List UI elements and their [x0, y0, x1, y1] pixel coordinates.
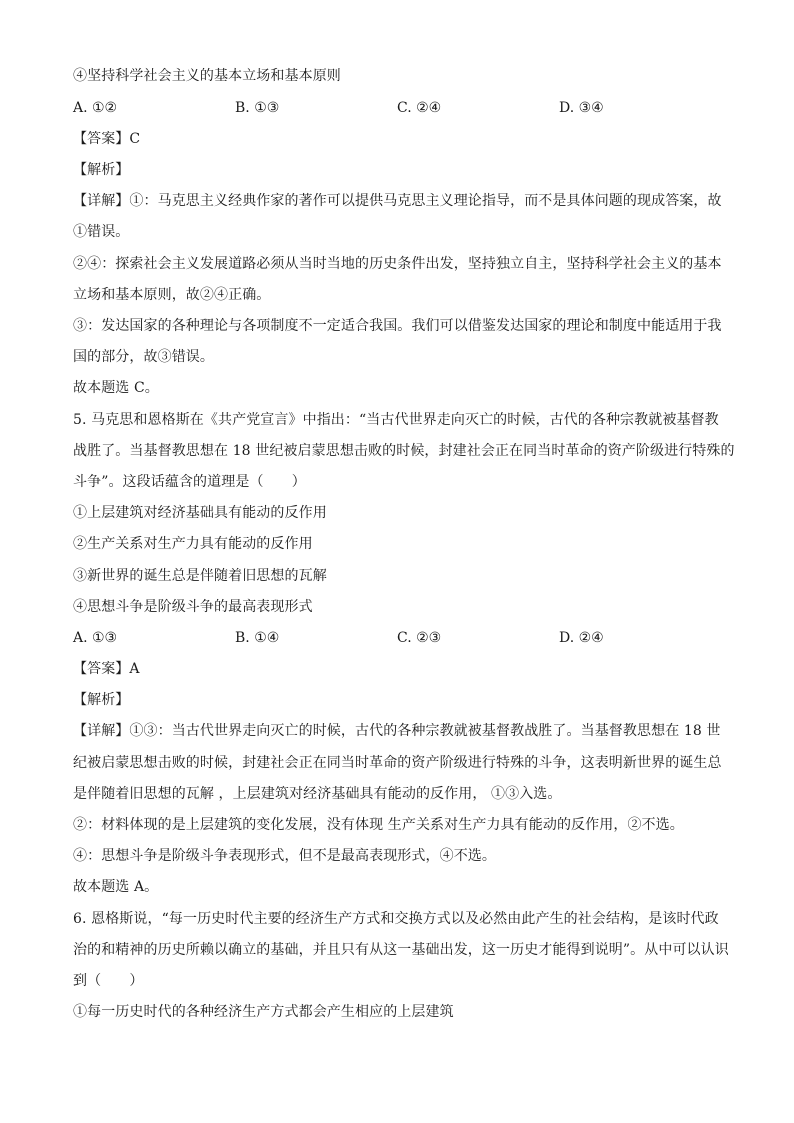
- q5-detail-3: ④：思想斗争是阶级斗争表现形式，但不是最高表现形式，④不选。: [73, 848, 496, 864]
- answer-value: C: [129, 131, 141, 147]
- q5-conclusion: 故本题选 A。: [73, 879, 159, 895]
- detail-text: ①：马克思主义经典作家的著作可以提供马克思主义理论指导，而不是具体问题的现成答案，故: [129, 193, 722, 209]
- q5-detail-2: ②：材料体现的是上层建筑的变化发展，没有体现 生产关系对生产力具有能动的反作用，②不选。: [73, 817, 684, 833]
- q4-detail-3a: ③：发达国家的各种理论与各项制度不一定适合我国。我们可以借鉴发达国家的理论和制度中能适用于我: [73, 318, 722, 334]
- q5-stem-2: 战胜了。当基督教思想在 18 世纪被启蒙思想击败的时候，封建社会正在同当时革命的资产阶级进行特殊的: [73, 443, 735, 459]
- q5-detail-1b: 纪被启蒙思想击败的时候，封建社会正在同当时革命的资产阶级进行特殊的斗争，这表明新世界的诞生总: [73, 755, 722, 771]
- q5-option-c: C. ②③: [397, 630, 442, 646]
- q5-analysis-label: 【解析】: [73, 692, 130, 708]
- q5-option-b: B. ①④: [235, 630, 280, 646]
- q4-detail-2a: ②④：探索社会主义发展道路必须从当时当地的历史条件出发，坚持独立自主，坚持科学社会主义的基本: [73, 256, 722, 272]
- q5-stem-1: 5. 马克思和恩格斯在《共产党宣言》中指出：“当古代世界走向灭亡的时候，古代的各种宗教就被基督教: [73, 412, 719, 428]
- q4-option-d: D. ③④: [559, 100, 604, 116]
- q5-detail-1c: 是伴随着旧思想的瓦解 ，上层建筑对经济基础具有能动的反作用， ①③入选。: [73, 786, 562, 802]
- q4-option-b: B. ①③: [235, 100, 280, 116]
- q6-stem-2: 治的和精神的历史所赖以确立的基础，并且只有从这一基础出发，这一历史才能得到说明”。从中可以认识: [73, 942, 729, 958]
- q6-stem-3: 到（ ）: [73, 973, 144, 989]
- q4-analysis-label: 【解析】: [73, 162, 130, 178]
- q4-answer: [73, 129, 723, 149]
- q4-detail-2b: 立场和基本原则，故②④正确。: [73, 287, 271, 303]
- q5-options: [73, 628, 723, 648]
- answer-value: A: [129, 661, 140, 677]
- q6-stem-1: 6. 恩格斯说，“每一历史时代主要的经济生产方式和交换方式以及必然由此产生的社会结构，是该时代政: [73, 911, 719, 927]
- answer-label: 【答案】: [73, 131, 130, 147]
- q4-conclusion: 故本题选 C。: [73, 380, 159, 396]
- answer-label: 【答案】: [73, 661, 130, 677]
- q4-detail-3b: 国的部分，故③错误。: [73, 349, 214, 365]
- q5-item-1: ①上层建筑对经济基础具有能动的反作用: [73, 505, 327, 521]
- q4-option-a: A. ①②: [73, 100, 118, 116]
- q5-item-4: ④思想斗争是阶级斗争的最高表现形式: [73, 599, 313, 615]
- q4-item-4: ④坚持科学社会主义的基本立场和基本原则: [73, 68, 341, 84]
- q5-option-a: A. ①③: [73, 630, 118, 646]
- q5-detail-1a: [73, 721, 723, 741]
- detail-label: 【详解】: [73, 723, 130, 739]
- q4-option-c: C. ②④: [397, 100, 442, 116]
- q5-answer: [73, 659, 723, 679]
- q4-detail-1a: [73, 191, 723, 211]
- detail-label: 【详解】: [73, 193, 130, 209]
- detail-text: ①③：当古代世界走向灭亡的时候，古代的各种宗教就被基督教战胜了。当基督教思想在 18 世: [129, 723, 721, 739]
- q5-item-3: ③新世界的诞生总是伴随着旧思想的瓦解: [73, 568, 327, 584]
- q4-detail-1b: ①错误。: [73, 224, 130, 240]
- q5-option-d: D. ②④: [559, 630, 604, 646]
- q4-options: [73, 98, 723, 118]
- q5-item-2: ②生产关系对生产力具有能动的反作用: [73, 536, 313, 552]
- q5-stem-3: 斗争”。这段话蕴含的道理是（ ）: [73, 474, 306, 490]
- q6-item-1: ①每一历史时代的各种经济生产方式都会产生相应的上层建筑: [73, 1004, 454, 1020]
